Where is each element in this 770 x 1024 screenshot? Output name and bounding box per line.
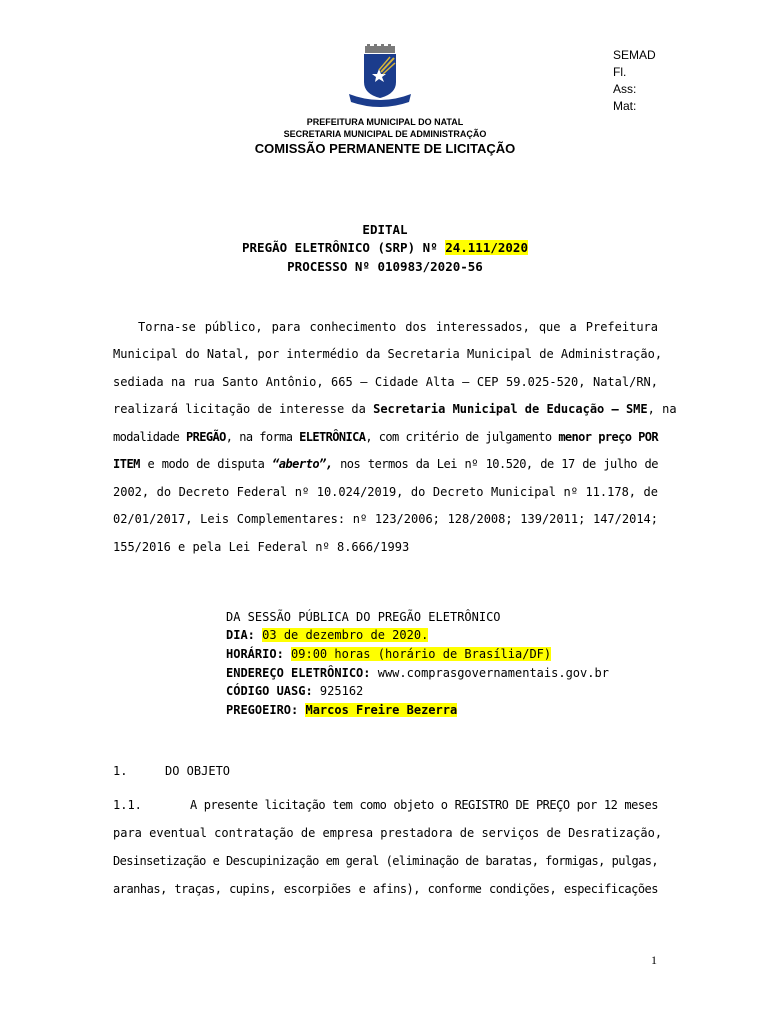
- pregao-title: [0, 239, 770, 257]
- por-item: ITEM: [113, 457, 140, 471]
- session-dia: [226, 628, 428, 642]
- intro-line-2-text: Municipal do Natal, por intermédio da Secretaria Municipal de Administração,: [113, 347, 663, 361]
- prefeitura-header: PREFEITURA MUNICIPAL DO NATAL: [306, 117, 464, 127]
- pregoeiro-label: PREGOEIRO:: [226, 703, 299, 717]
- item-1-1-number: 1.1.: [113, 798, 142, 812]
- natal-coat-of-arms-logo: [345, 44, 415, 108]
- intro-line-8-text: 02/01/2017, Leis Complementares: nº 123/2006; 128/2008; 139/2011; 147/2014;: [113, 512, 658, 526]
- modalidade-pregao: PREGÃO: [186, 430, 226, 444]
- intro-line-3-text: sediada na rua Santo Antônio, 665 – Cidade Alta – CEP 59.025-520, Natal/RN,: [113, 375, 658, 389]
- intro-l5e: , com critério de julgamento: [365, 430, 559, 444]
- session-pregoeiro: [226, 703, 457, 717]
- folha-label: Fl.: [613, 65, 627, 79]
- objeto-line-4: [113, 882, 658, 896]
- objeto-line-3: [113, 854, 658, 868]
- intro-line-3: [113, 375, 658, 389]
- horario-label: HORÁRIO:: [226, 647, 284, 661]
- uasg-label: CÓDIGO UASG:: [226, 684, 313, 698]
- forma-eletronica: ELETRÔNICA: [299, 430, 366, 444]
- secretaria-header: SECRETARIA MUNICIPAL DE ADMINISTRAÇÃO: [283, 129, 487, 139]
- uasg-value: 925162: [312, 684, 364, 698]
- intro-l5c: , na forma: [225, 430, 300, 444]
- intro-l4c: , na: [647, 402, 677, 416]
- dia-value: 03 de dezembro de 2020.: [262, 628, 429, 642]
- intro-line-9: [113, 540, 658, 554]
- matricula-label: Mat:: [613, 99, 637, 113]
- intro-line-7-text: 2002, do Decreto Federal nº 10.024/2019, do Decreto Municipal nº 11.178, de: [113, 485, 658, 499]
- objeto-line-1-text: A presente licitação tem como objeto o REGISTRO DE PREÇO por 12 meses: [190, 798, 658, 812]
- session-uasg: [226, 684, 363, 698]
- objeto-line-1: [190, 798, 658, 812]
- intro-line-4: [113, 402, 677, 416]
- session-endereco: [226, 666, 609, 680]
- processo-title: PROCESSO Nº 010983/2020-56: [287, 259, 483, 274]
- pregao-prefix: PREGÃO ELETRÔNICO (SRP) Nº: [242, 240, 446, 255]
- intro-l5a: modalidade: [113, 430, 187, 444]
- comissao-header: COMISSÃO PERMANENTE DE LICITAÇÃO: [254, 141, 516, 156]
- intro-line-1: [138, 320, 658, 334]
- objeto-line-4-text: aranhas, traças, cupins, escorpiões e afins), conforme condições, especificações: [113, 882, 658, 896]
- intro-line-6: [113, 457, 658, 471]
- criterio-menor-preco: menor preço POR: [558, 430, 658, 444]
- objeto-line-2-text: para eventual contratação de empresa prestadora de serviços de Desratização,: [113, 826, 663, 840]
- page-number: 1: [651, 953, 657, 967]
- session-heading: DA SESSÃO PÚBLICA DO PREGÃO ELETRÔNICO: [226, 610, 501, 624]
- intro-l4a: realizará licitação de interesse da: [113, 402, 374, 416]
- intro-line-8: [113, 512, 658, 526]
- session-horario: [226, 647, 551, 661]
- assinatura-label: Ass:: [613, 82, 637, 96]
- intro-line-7: [113, 485, 658, 499]
- intro-line-9-text: 155/2016 e pela Lei Federal nº 8.666/1993: [113, 540, 410, 554]
- endereco-value[interactable]: www.comprasgovernamentais.gov.br: [370, 666, 609, 680]
- section-1-title: DO OBJETO: [165, 764, 231, 778]
- pregoeiro-value: Marcos Freire Bezerra: [305, 703, 458, 717]
- horario-value: 09:00 horas (horário de Brasília/DF): [291, 647, 552, 661]
- intro-l6d: nos termos da Lei nº 10.520, de 17 de julho de: [332, 457, 658, 471]
- secretaria-educacao: Secretaria Municipal de Educação – SME: [373, 402, 648, 416]
- semad-label: SEMAD: [613, 48, 656, 62]
- edital-title: EDITAL: [362, 222, 408, 237]
- endereco-label: ENDEREÇO ELETRÔNICO:: [226, 666, 371, 680]
- intro-l6b: e modo de disputa: [139, 457, 272, 471]
- modo-aberto: “aberto”,: [271, 457, 333, 471]
- intro-line-5: [113, 430, 658, 444]
- intro-line-1-text: Torna-se público, para conhecimento dos interessados, que a Prefeitura: [138, 320, 658, 334]
- pregao-number: 24.111/2020: [445, 240, 528, 255]
- intro-line-2: [113, 347, 663, 361]
- section-1-number: 1.: [113, 764, 128, 778]
- objeto-line-2: [113, 826, 663, 840]
- objeto-line-3-text: Desinsetização e Descupinização em geral (eliminação de baratas, formigas, pulgas,: [113, 854, 658, 868]
- dia-label: DIA:: [226, 628, 255, 642]
